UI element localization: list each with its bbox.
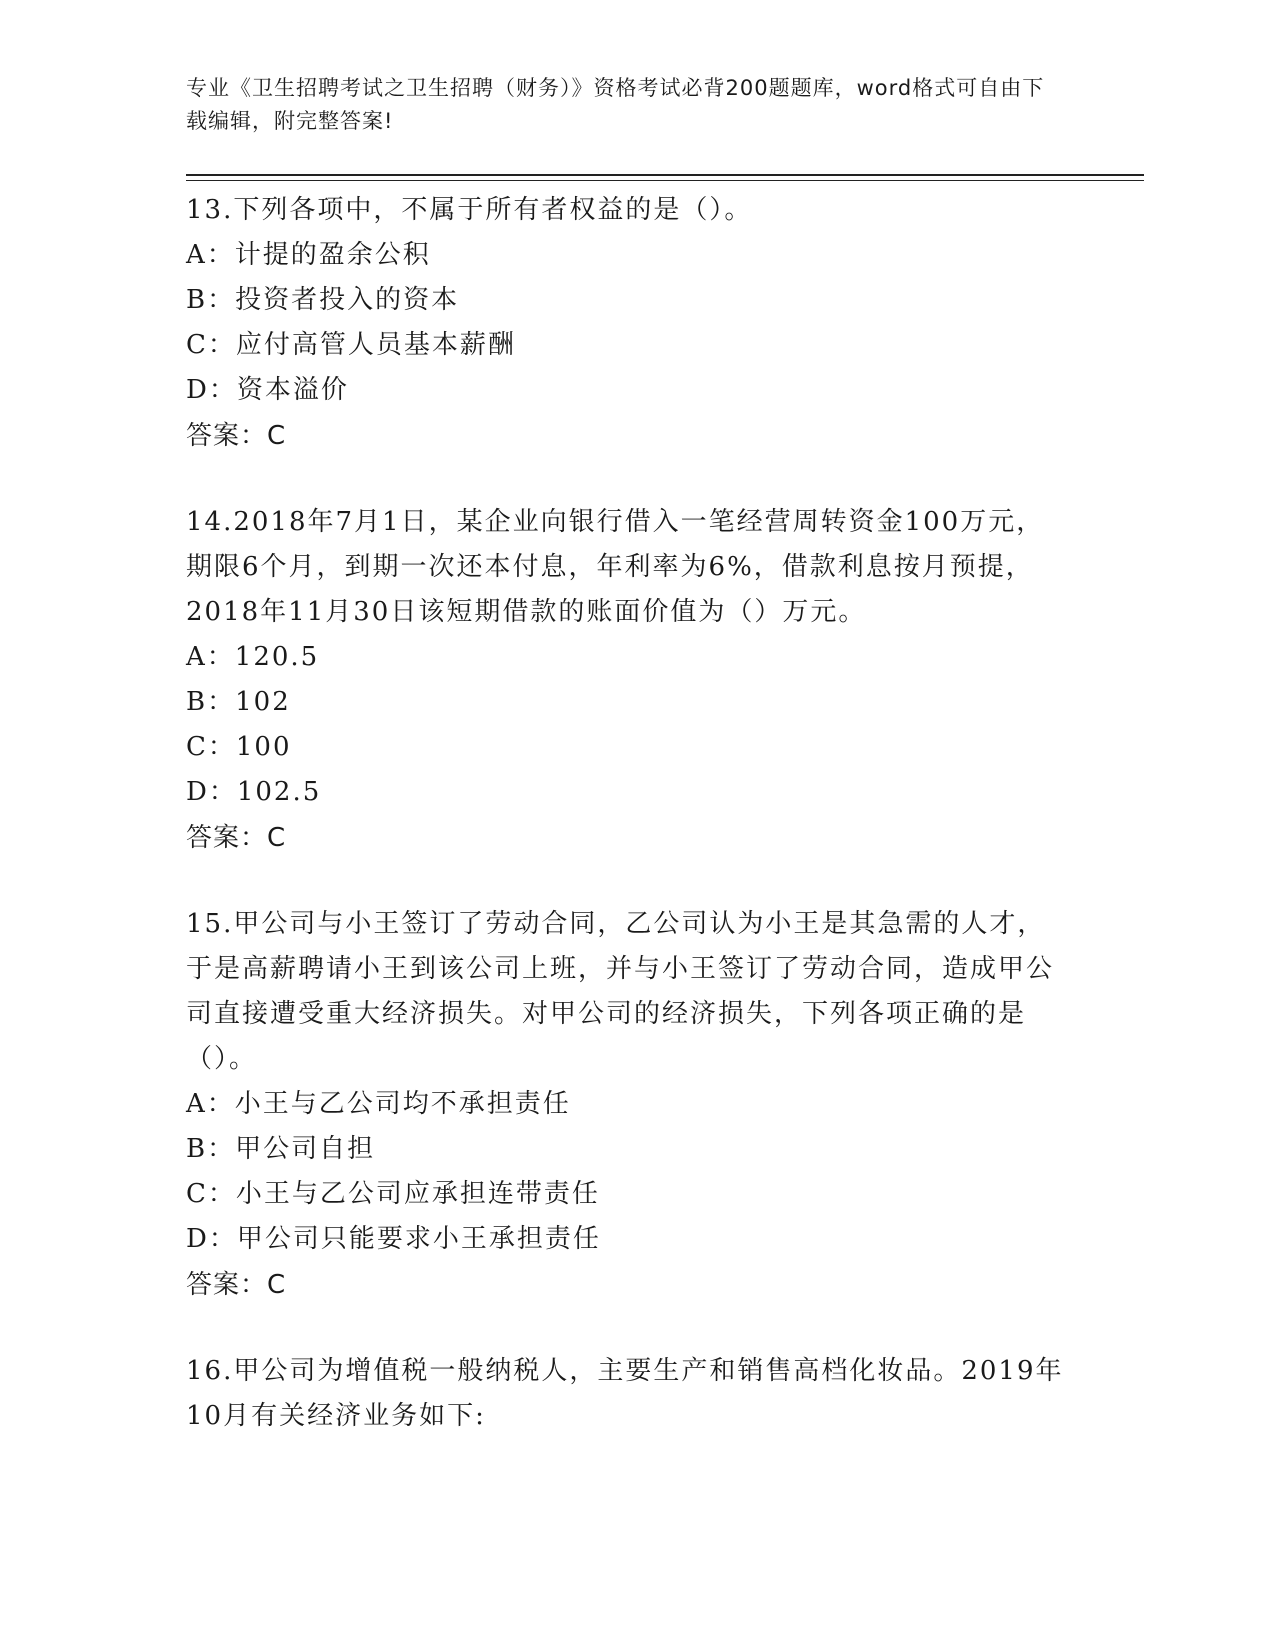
answer-line xyxy=(186,815,1086,861)
answer-value: C xyxy=(267,823,287,853)
question-stem: 13.下列各项中，不属于所有者权益的是（）。 xyxy=(186,195,753,225)
option-b: B：102 xyxy=(186,687,291,717)
option-c: C：应付高管人员基本薪酬 xyxy=(186,330,516,360)
question-stem: 16.甲公司为增值税一般纳税人，主要生产和销售高档化妆品。2019年10月有关经济业务如下: xyxy=(186,1356,1064,1431)
option-c: C：100 xyxy=(186,732,292,762)
question-15 xyxy=(186,902,1086,1308)
option-a: A：计提的盈余公积 xyxy=(186,240,431,270)
option-b: B：投资者投入的资本 xyxy=(186,285,460,315)
header-divider-thick xyxy=(186,174,1144,176)
question-16 xyxy=(186,1349,1086,1439)
option-a: A：小王与乙公司均不承担责任 xyxy=(186,1089,571,1119)
option-b: B：甲公司自担 xyxy=(186,1134,376,1164)
option-d: D：甲公司只能要求小王承担责任 xyxy=(186,1224,601,1254)
question-14 xyxy=(186,500,1086,861)
option-d: D：102.5 xyxy=(186,777,322,807)
answer-line xyxy=(186,413,1086,459)
question-13 xyxy=(186,188,1086,459)
option-c: C：小王与乙公司应承担连带责任 xyxy=(186,1179,600,1209)
question-stem: 15.甲公司与小王签订了劳动合同，乙公司认为小王是其急需的人才，于是高薪聘请小王到该公司上班，并与小王签订了劳动合同，造成甲公司直接遭受重大经济损失。对甲公司的经济损失，下列各项正确的是（）。 xyxy=(186,909,1055,1074)
option-d: D：资本溢价 xyxy=(186,375,349,405)
answer-label: 答案： xyxy=(186,1270,268,1300)
answer-value: C xyxy=(267,1270,287,1300)
answer-line xyxy=(186,1262,1086,1308)
answer-value: C xyxy=(267,421,287,451)
document-header: 专业《卫生招聘考试之卫生招聘（财务）》资格考试必背200题题库，word格式可自由下载编辑，附完整答案! xyxy=(186,76,1045,133)
header-divider-thin xyxy=(186,180,1144,181)
answer-label: 答案： xyxy=(186,823,268,853)
question-stem: 14.2018年7月1日，某企业向银行借入一笔经营周转资金100万元，期限6个月，到期一次还本付息，年利率为6%，借款利息按月预提，2018年11月30日该短期借款的账面价值为（）万元。 xyxy=(186,507,1045,627)
answer-label: 答案： xyxy=(186,421,268,451)
question-list xyxy=(186,188,1086,1439)
option-a: A：120.5 xyxy=(186,642,320,672)
